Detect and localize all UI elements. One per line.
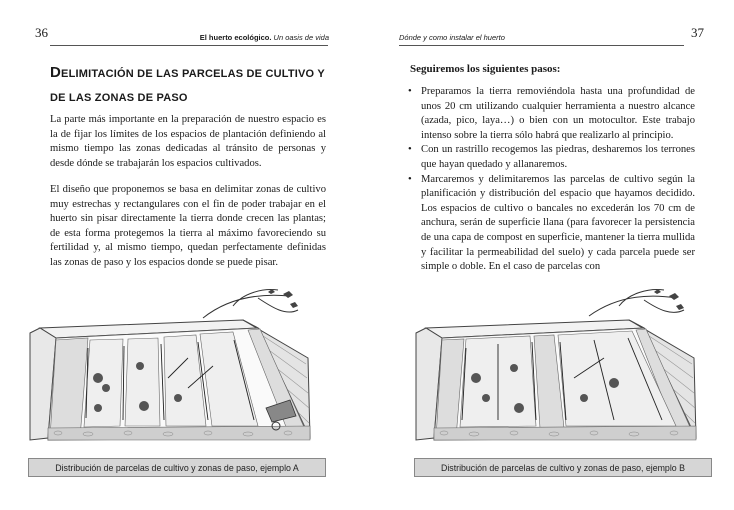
figure-example-a	[28, 288, 326, 480]
steps-list	[407, 85, 695, 275]
running-head-subtitle: Un oasis de vida	[273, 33, 329, 42]
running-head-chapter: Dónde y como instalar el huerto	[399, 33, 505, 42]
section-title: DELIMITACIÓN DE LAS PARCELAS DE CULTIVO Y DE LAS ZONAS DE PASO	[50, 64, 325, 104]
figure-example-b	[414, 288, 712, 480]
header-rule-left	[50, 45, 328, 46]
paragraph-1: La parte más importante en la preparación de nuestro espacio es la de fijar los límites de los espacios de plantación definiendo al mismo tiempo las zonas dedicadas al tránsito de personas y desde dónde se trabajarán los espacios cultivados.	[50, 114, 326, 169]
running-head-right	[399, 33, 505, 42]
figure-caption-b: Distribución de parcelas de cultivo y zonas de paso, ejemplo B	[414, 458, 712, 477]
running-head-title: El huerto ecológico.	[199, 33, 272, 42]
steps-heading: Seguiremos los siguientes pasos:	[410, 63, 561, 75]
garden-illustration-b	[414, 288, 712, 460]
step-item: • Preparamos la tierra removiéndola hasta una profundidad de unos 20 cm utilizando cualquier herramienta a nuestro alcance (azada, pico, laya…) o bien con un motocultor. Este trabajo intenso sobre la tierra sólo habrá que realizarlo al principio.	[407, 85, 695, 143]
paragraph-2: El diseño que proponemos se basa en delimitar zonas de cultivo muy estrechas y rectangulares con el fin de poder trabajar en el huerto sin pisar directamente la tierra donde crecen las plantas; de esta forma protegemos la tierra al máximo favoreciendo su fertilidad y, al mismo tiempo, quedan perfectamente definidas las zonas de paso y los espacios donde se puede pisar.	[50, 184, 326, 268]
header-rule-right	[399, 45, 684, 46]
right-page	[367, 0, 734, 510]
page-number-left: 36	[35, 25, 48, 40]
figure-caption-a: Distribución de parcelas de cultivo y zonas de paso, ejemplo A	[28, 458, 326, 477]
garden-illustration-a	[28, 288, 326, 460]
page-number-right: 37	[691, 25, 704, 40]
running-head-left	[200, 33, 329, 42]
step-item: • Marcaremos y delimitaremos las parcelas de cultivo según la planificación y distribución del espacio que hayamos decidido. Los espacios de cultivo o bancales no excederán los 70 cm de anchura, serán de superficie llana (para favorecer la persistencia de una capa de compost en superficie, mantener la tierra mullida y facilitar la permeabilidad del suelo) y cada parcela puede ser simple o doble. En el caso de parcelas con	[407, 173, 695, 275]
step-item: • Con un rastrillo recogemos las piedras, desharemos los terrones que hayan quedado y allanaremos.	[407, 143, 695, 172]
